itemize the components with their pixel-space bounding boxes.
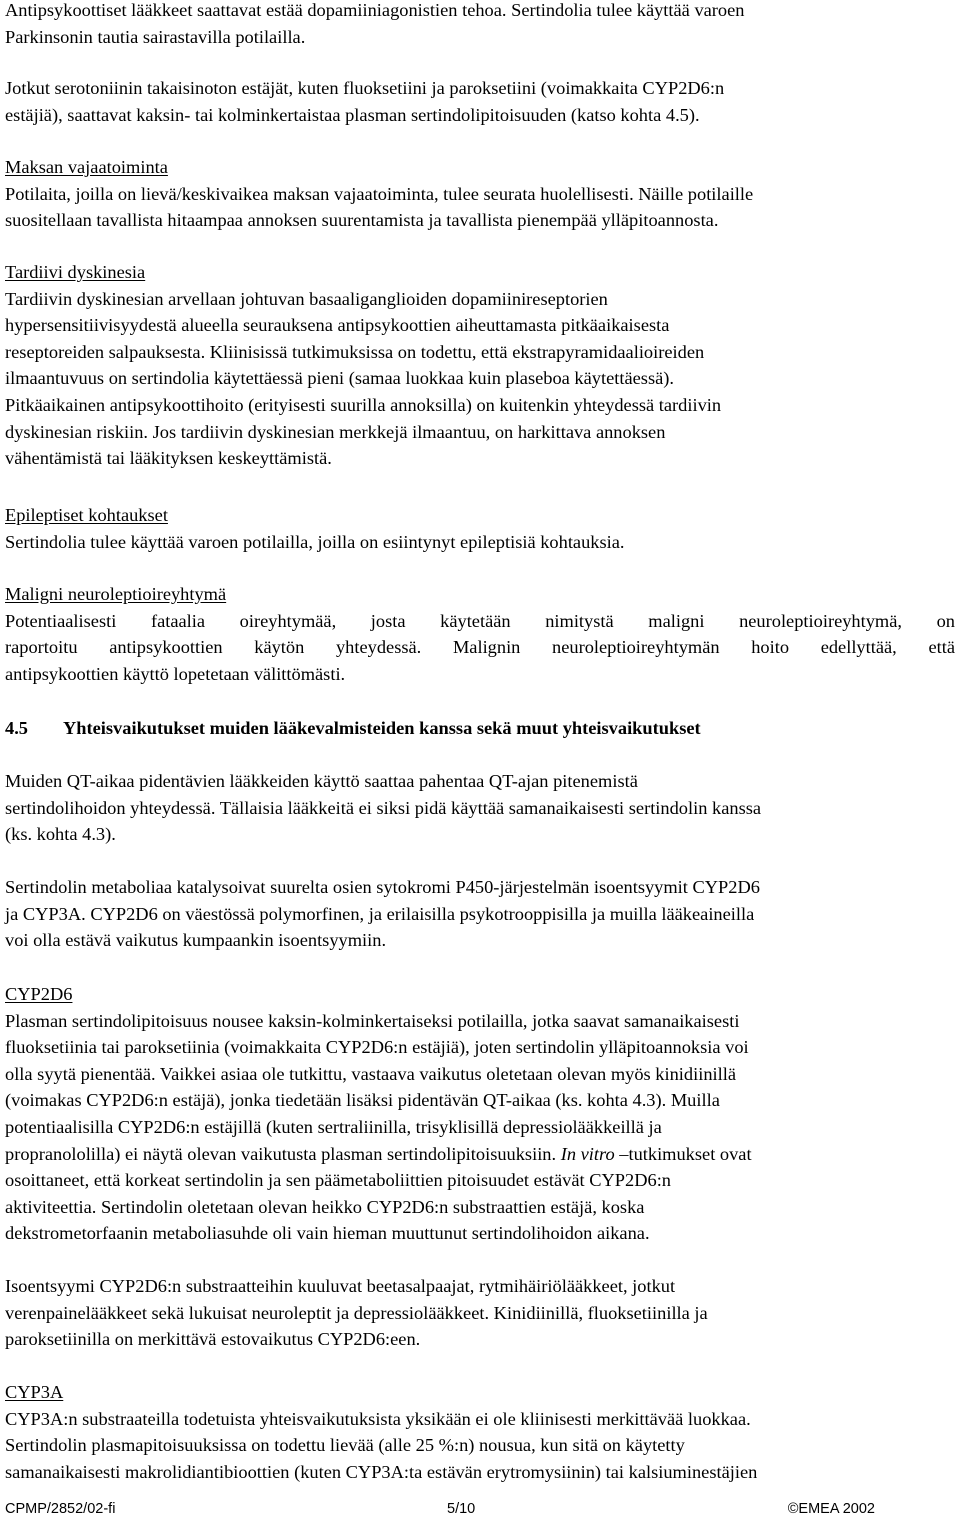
text-line: Antipsykoottiset lääkkeet saattavat estää dopamiiniagonistien tehoa. Sertindolia tulee käyttää varoen bbox=[5, 0, 745, 20]
text-line: potentiaalisilla CYP2D6:n estäjillä (kuten sertraliinilla, trisyklisillä depressiolääkkeillä ja bbox=[5, 1116, 662, 1137]
text-line: Jotkut serotoniinin takaisinoton estäjät, kuten fluoksetiini ja paroksetiini (voimakkaita CYP2D6:n bbox=[5, 78, 725, 98]
subheading: Tardiivi dyskinesia bbox=[5, 262, 146, 282]
text-line: CYP3A:n substraateilla todetuista yhteisvaikutuksista yksikään ei ole kliinisesti merkittävää luokkaa. bbox=[5, 1408, 751, 1429]
section-maksan-vajaatoiminta bbox=[5, 154, 955, 234]
subheading: Epileptiset kohtaukset bbox=[5, 505, 168, 525]
paragraph-metabolia bbox=[5, 874, 955, 954]
text-line: verenpainelääkkeet sekä lukuisat neuroleptit ja depressiolääkkeet. Kinidiinillä, fluoksetiinilla ja bbox=[5, 1302, 708, 1323]
text-line: Plasman sertindolipitoisuus nousee kaksin-kolminkertaiseksi potilailla, jotka saavat samanaikaisesti bbox=[5, 1010, 740, 1031]
section-heading-4-5 bbox=[5, 715, 955, 742]
text-line: suositellaan tavallista hitaampaa annoksen suurentamista ja tavallista pienempää ylläpitoannosta. bbox=[5, 210, 719, 231]
section-cyp2d6 bbox=[5, 981, 955, 1247]
text-line: fluoksetiinia tai paroksetiinia (voimakkaita CYP2D6:n estäjiä), joten sertindolin ylläpitoannoksia voi bbox=[5, 1037, 749, 1058]
footer-page-number: 5/10 bbox=[447, 1501, 476, 1517]
text-line: aktiviteettia. Sertindolin oletetaan olevan heikko CYP2D6:n substraattien estäjä, koska bbox=[5, 1196, 645, 1217]
text-line: (ks. kohta 4.3). bbox=[5, 824, 116, 845]
text-line: dyskinesian riskiin. Jos tardiivin dyskinesian merkkejä ilmaantuu, on harkittava annoksen bbox=[5, 421, 666, 442]
subheading: Maksan vajaatoiminta bbox=[5, 157, 168, 177]
section-tardiivi-dyskinesia bbox=[5, 259, 955, 472]
section-cyp3a bbox=[5, 1379, 955, 1485]
section-number: 4.5 bbox=[5, 718, 28, 738]
text-line: paroksetiinilla on merkittävä estovaikutus CYP2D6:een. bbox=[5, 1329, 421, 1350]
text-line: sertindolihoidon yhteydessä. Tällaisia lääkkeitä ei siksi pidä käyttää samanaikaisesti sertindolin kanssa bbox=[5, 797, 762, 818]
text-line: estäjiä), saattavat kaksin- tai kolminkertaistaa plasman sertindolipitoisuuden (katso kohta 4.5). bbox=[5, 104, 700, 125]
paragraph-qt-aika bbox=[5, 768, 955, 848]
footer-copyright: ©EMEA 2002 bbox=[787, 1501, 875, 1517]
text-line: Muiden QT-aikaa pidentävien lääkkeiden käyttö saattaa pahentaa QT-ajan pitenemistä bbox=[5, 771, 638, 791]
italic-term: In vitro bbox=[560, 1143, 615, 1164]
section-maligni-neuroleptioireyhtyma bbox=[5, 581, 955, 687]
paragraph-serotoniini bbox=[5, 75, 955, 128]
text-line: Sertindolia tulee käyttää varoen potilailla, joilla on esiintynyt epileptisiä kohtauksia. bbox=[5, 531, 625, 552]
text-line: ilmaantuvuus on sertindolia käytettäessä pieni (samaa luokkaa kuin plaseboa käytettäessä). bbox=[5, 368, 675, 389]
text-line: (voimakas CYP2D6:n estäjä), jonka tiedetään lisäksi pidentävän QT-aikaa (ks. kohta 4.3). Muilla bbox=[5, 1090, 720, 1111]
text-line: Parkinsonin tautia sairastavilla potilailla. bbox=[5, 26, 306, 47]
text-line: dekstrometorfaanin metaboliasuhde oli vain hieman muuttunut sertindolihoidon aikana. bbox=[5, 1223, 650, 1244]
text-span: propranololilla) ei näytä olevan vaikutusta plasman sertindolipitoisuuksiin. bbox=[5, 1143, 561, 1164]
text-line: Potilaita, joilla on lievä/keskivaikea maksan vajaatoiminta, tulee seurata huolellisesti. Näille potilaille bbox=[5, 183, 754, 204]
section-epileptiset-kohtaukset bbox=[5, 502, 955, 555]
footer-document-id: CPMP/2852/02-fi bbox=[5, 1501, 116, 1517]
text-line: Sertindolin metaboliaa katalysoivat suurelta osien sytokromi P450-järjestelmän isoentsyymit CYP2D6 bbox=[5, 877, 760, 897]
text-line: hypersensitiivisyydestä alueella seurauksena antipsykoottien aiheuttamasta pitkäaikaisesta bbox=[5, 315, 670, 336]
text-line: Pitkäaikainen antipsykoottihoito (erityisesti suurilla annoksilla) on kuitenkin yhteydessä tardiivin bbox=[5, 394, 722, 415]
text-line: raportoitu antipsykoottien käytön yhteydessä. Malignin neuroleptioireyhtymän hoito edellyttää, että bbox=[5, 637, 955, 658]
text-line: Isoentsyymi CYP2D6:n substraatteihin kuuluvat beetasalpaajat, rytmihäiriölääkkeet, jotkut bbox=[5, 1276, 676, 1296]
text-line bbox=[5, 1141, 955, 1168]
subheading: CYP2D6 bbox=[5, 984, 73, 1004]
section-title: Yhteisvaikutukset muiden lääkevalmisteiden kanssa sekä muut yhteisvaikutukset bbox=[63, 718, 701, 738]
text-line: ja CYP3A. CYP2D6 on väestössä polymorfinen, ja erilaisilla psykotrooppisilla ja muilla lääkeaineilla bbox=[5, 903, 755, 924]
text-line: samanaikaisesti makrolidiantibioottien (kuten CYP3A:ta estävän erytromysiinin) tai kalsiuminestäjien bbox=[5, 1461, 758, 1482]
text-line: olla syytä pienentää. Vaikkei asiaa ole tutkittu, vastaava vaikutus oletetaan olevan myös kinidiinillä bbox=[5, 1063, 736, 1084]
text-line: Tardiivin dyskinesian arvellaan johtuvan basaaliganglioiden dopamiinireseptorien bbox=[5, 288, 608, 309]
text-line: Sertindolin plasmapitoisuuksissa on todettu lievää (alle 25 %:n) nousua, kun sitä on käytetty bbox=[5, 1435, 685, 1456]
text-line: voi olla estävä vaikutus kumpaankin isoentsyymiin. bbox=[5, 930, 387, 951]
page-footer bbox=[5, 1496, 955, 1516]
paragraph-antipsykoottiset bbox=[5, 0, 955, 50]
subheading: CYP3A bbox=[5, 1382, 64, 1402]
paragraph-isoentsyymi bbox=[5, 1273, 955, 1353]
text-line: antipsykoottien käyttö lopetetaan välittömästi. bbox=[5, 663, 346, 684]
text-line: vähentämistä tai lääkityksen keskeyttämistä. bbox=[5, 448, 332, 469]
text-span: –tutkimukset ovat bbox=[614, 1143, 752, 1164]
subheading: Maligni neuroleptioireyhtymä bbox=[5, 584, 227, 604]
text-line: osoittaneet, että korkeat sertindolin ja sen päämetaboliittien pitoisuudet estävät CYP2D6:n bbox=[5, 1170, 671, 1191]
text-line: reseptoreiden salpauksesta. Kliinisissä tutkimuksissa on todettu, että ekstrapyramidaalioireiden bbox=[5, 341, 705, 362]
text-line: Potentiaalisesti fataalia oireyhtymää, josta käytetään nimitystä maligni neuroleptioireyhtymä, on bbox=[5, 610, 955, 631]
